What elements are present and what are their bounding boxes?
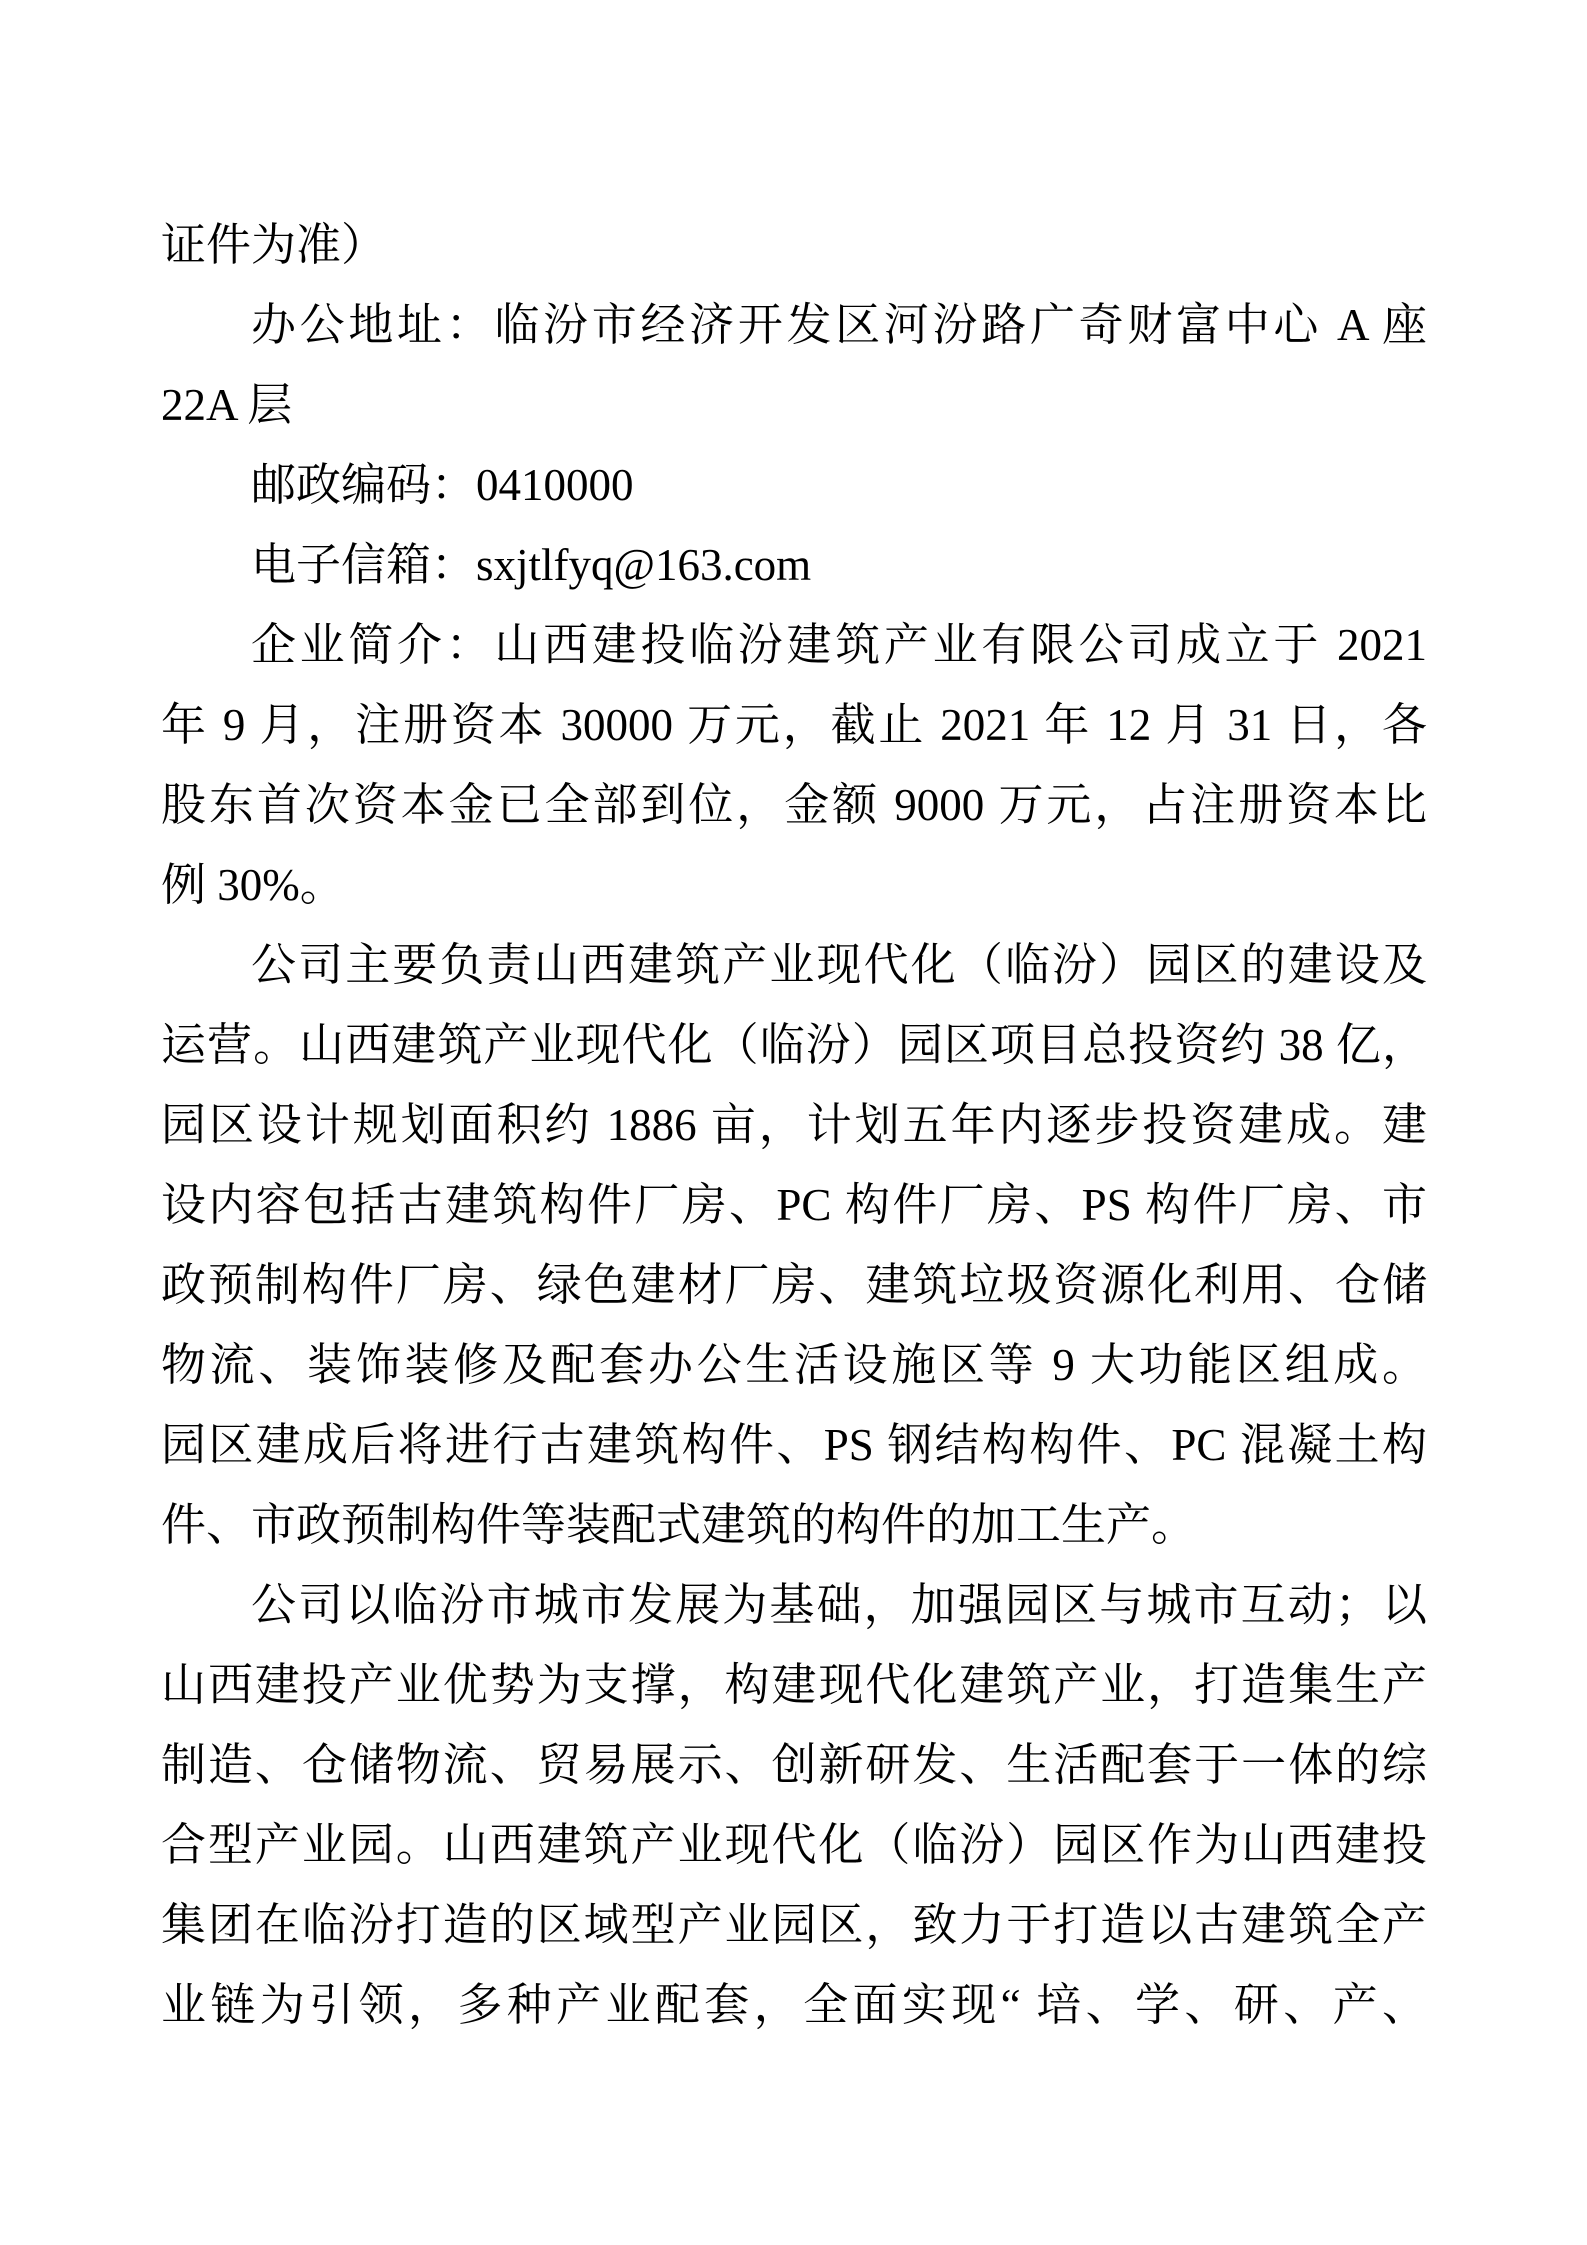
document-line: 设内容包括古建筑构件厂房、PC 构件厂房、PS 构件厂房、市	[161, 1180, 1427, 1230]
document-line: 山西建投产业优势为支撑，构建现代化建筑产业，打造集生产	[161, 1660, 1427, 1710]
document-line: 邮政编码：0410000	[251, 460, 634, 510]
document-line: 运营。山西建筑产业现代化（临汾）园区项目总投资约 38 亿，	[161, 1020, 1427, 1070]
document-line: 年 9 月，注册资本 30000 万元，截止 2021 年 12 月 31 日，各	[161, 700, 1427, 750]
document-line: 业链为引领，多种产业配套，全面实现“ 培、学、研、产、	[161, 1980, 1427, 2030]
document-line: 股东首次资本金已全部到位，金额 9000 万元，占注册资本比	[161, 780, 1427, 830]
document-line: 证件为准）	[161, 220, 387, 270]
document-line: 公司主要负责山西建筑产业现代化（临汾）园区的建设及	[251, 940, 1427, 990]
document-body	[161, 205, 1427, 2045]
document-line: 园区设计规划面积约 1886 亩，计划五年内逐步投资建成。建	[161, 1100, 1427, 1150]
document-line: 22A 层	[161, 380, 293, 430]
document-line: 公司以临汾市城市发展为基础，加强园区与城市互动；以	[251, 1580, 1427, 1630]
document-line: 例 30%。	[161, 860, 345, 910]
document-line: 办公地址：临汾市经济开发区河汾路广奇财富中心 A 座	[251, 300, 1427, 350]
document-line: 政预制构件厂房、绿色建材厂房、建筑垃圾资源化利用、仓储	[161, 1260, 1427, 1310]
document-line: 企业简介：山西建投临汾建筑产业有限公司成立于 2021	[251, 620, 1427, 670]
document-line: 电子信箱：sxjtlfyq@163.com	[251, 540, 812, 590]
document-line: 合型产业园。山西建筑产业现代化（临汾）园区作为山西建投	[161, 1820, 1427, 1870]
document-line: 集团在临汾打造的区域型产业园区，致力于打造以古建筑全产	[161, 1900, 1427, 1950]
document-line: 制造、仓储物流、贸易展示、创新研发、生活配套于一体的综	[161, 1740, 1427, 1790]
document-line: 物流、装饰装修及配套办公生活设施区等 9 大功能区组成。	[161, 1340, 1427, 1390]
document-line: 件、市政预制构件等装配式建筑的构件的加工生产。	[161, 1500, 1197, 1550]
document-line: 园区建成后将进行古建筑构件、PS 钢结构构件、PC 混凝土构	[161, 1420, 1427, 1470]
